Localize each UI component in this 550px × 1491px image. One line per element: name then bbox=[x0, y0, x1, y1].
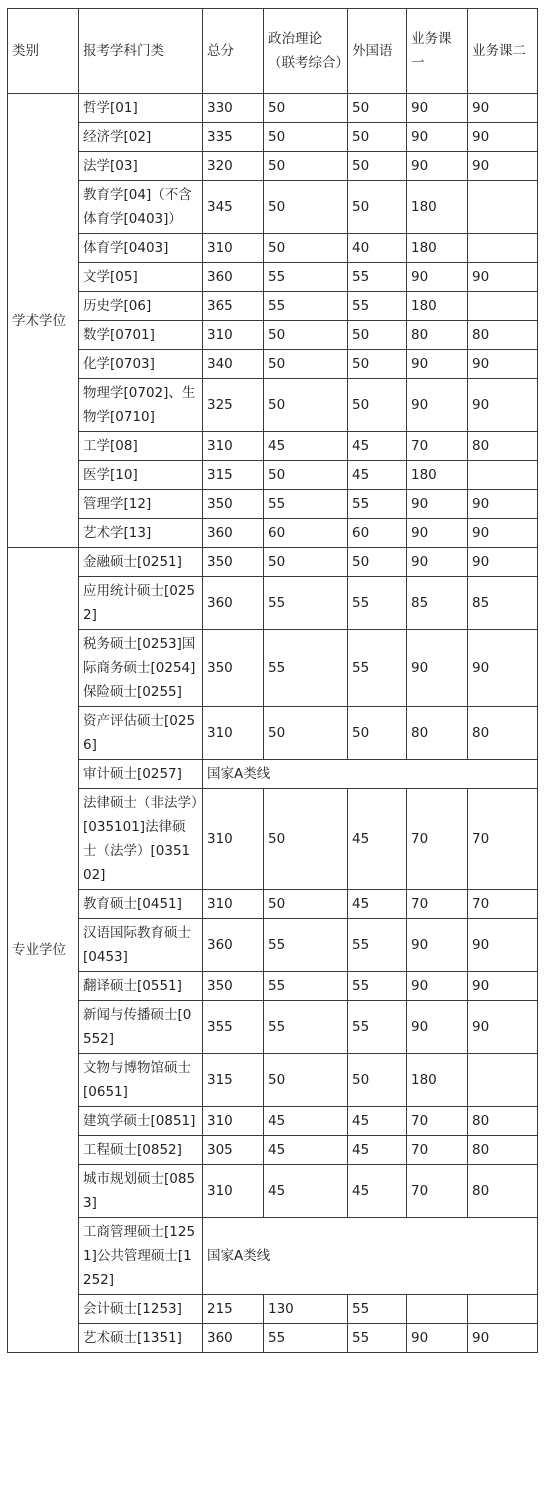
total-cell: 365 bbox=[203, 292, 264, 321]
subject-cell: 城市规划硕士[0853] bbox=[79, 1165, 203, 1218]
politics-cell: 50 bbox=[264, 379, 348, 432]
table-row bbox=[8, 94, 538, 123]
course2-cell: 80 bbox=[468, 1136, 538, 1165]
table-row bbox=[8, 1218, 538, 1295]
total-cell: 320 bbox=[203, 152, 264, 181]
course2-cell: 90 bbox=[468, 94, 538, 123]
table-row bbox=[8, 630, 538, 707]
politics-cell: 55 bbox=[264, 263, 348, 292]
foreign-cell: 50 bbox=[348, 350, 407, 379]
politics-cell: 50 bbox=[264, 350, 348, 379]
politics-cell: 50 bbox=[264, 789, 348, 890]
course2-cell: 90 bbox=[468, 919, 538, 972]
politics-cell: 55 bbox=[264, 1324, 348, 1353]
subject-cell: 工学[08] bbox=[79, 432, 203, 461]
table-row bbox=[8, 350, 538, 379]
politics-cell: 50 bbox=[264, 181, 348, 234]
total-cell: 310 bbox=[203, 432, 264, 461]
header-foreign: 外国语 bbox=[348, 9, 407, 94]
course1-cell: 90 bbox=[407, 519, 468, 548]
total-cell: 345 bbox=[203, 181, 264, 234]
politics-cell: 45 bbox=[264, 1165, 348, 1218]
course1-cell: 80 bbox=[407, 321, 468, 350]
subject-cell: 法律硕士（非法学）[035101]法律硕士（法学）[035102] bbox=[79, 789, 203, 890]
score-table bbox=[7, 8, 538, 1353]
politics-cell: 55 bbox=[264, 972, 348, 1001]
course2-cell: 80 bbox=[468, 1165, 538, 1218]
foreign-cell: 50 bbox=[348, 548, 407, 577]
politics-cell: 55 bbox=[264, 1001, 348, 1054]
course1-cell: 90 bbox=[407, 94, 468, 123]
table-row bbox=[8, 1295, 538, 1324]
header-subject: 报考学科门类 bbox=[79, 9, 203, 94]
table-row bbox=[8, 1324, 538, 1353]
course1-cell: 70 bbox=[407, 1107, 468, 1136]
foreign-cell: 50 bbox=[348, 321, 407, 350]
subject-cell: 体育学[0403] bbox=[79, 234, 203, 263]
politics-cell: 45 bbox=[264, 1107, 348, 1136]
total-cell: 350 bbox=[203, 972, 264, 1001]
course2-cell bbox=[468, 181, 538, 234]
foreign-cell: 55 bbox=[348, 630, 407, 707]
foreign-cell: 50 bbox=[348, 1054, 407, 1107]
merged-score-cell: 国家A类线 bbox=[203, 760, 538, 789]
politics-cell: 50 bbox=[264, 1054, 348, 1107]
course1-cell: 90 bbox=[407, 123, 468, 152]
foreign-cell: 60 bbox=[348, 519, 407, 548]
subject-cell: 数学[0701] bbox=[79, 321, 203, 350]
subject-cell: 哲学[01] bbox=[79, 94, 203, 123]
politics-cell: 45 bbox=[264, 432, 348, 461]
politics-cell: 50 bbox=[264, 890, 348, 919]
foreign-cell: 45 bbox=[348, 1136, 407, 1165]
subject-cell: 工商管理硕士[1251]公共管理硕士[1252] bbox=[79, 1218, 203, 1295]
total-cell: 330 bbox=[203, 94, 264, 123]
total-cell: 310 bbox=[203, 1165, 264, 1218]
course1-cell: 180 bbox=[407, 461, 468, 490]
table-row bbox=[8, 461, 538, 490]
total-cell: 310 bbox=[203, 707, 264, 760]
foreign-cell: 45 bbox=[348, 1165, 407, 1218]
total-cell: 350 bbox=[203, 490, 264, 519]
course2-cell: 80 bbox=[468, 707, 538, 760]
foreign-cell: 55 bbox=[348, 1001, 407, 1054]
subject-cell: 资产评估硕士[0256] bbox=[79, 707, 203, 760]
subject-cell: 艺术硕士[1351] bbox=[79, 1324, 203, 1353]
course1-cell: 90 bbox=[407, 919, 468, 972]
foreign-cell: 45 bbox=[348, 890, 407, 919]
course1-cell: 80 bbox=[407, 707, 468, 760]
course2-cell: 80 bbox=[468, 432, 538, 461]
politics-cell: 50 bbox=[264, 94, 348, 123]
foreign-cell: 50 bbox=[348, 181, 407, 234]
course1-cell: 70 bbox=[407, 789, 468, 890]
subject-cell: 新闻与传播硕士[0552] bbox=[79, 1001, 203, 1054]
foreign-cell: 45 bbox=[348, 432, 407, 461]
course2-cell: 90 bbox=[468, 1324, 538, 1353]
foreign-cell: 50 bbox=[348, 94, 407, 123]
table-row bbox=[8, 123, 538, 152]
course1-cell: 90 bbox=[407, 1001, 468, 1054]
total-cell: 340 bbox=[203, 350, 264, 379]
table-row bbox=[8, 1001, 538, 1054]
politics-cell: 55 bbox=[264, 292, 348, 321]
course2-cell bbox=[468, 461, 538, 490]
table-row bbox=[8, 432, 538, 461]
course1-cell: 70 bbox=[407, 890, 468, 919]
total-cell: 360 bbox=[203, 519, 264, 548]
subject-cell: 教育学[04]（不含体育学[0403]） bbox=[79, 181, 203, 234]
total-cell: 335 bbox=[203, 123, 264, 152]
course1-cell: 90 bbox=[407, 379, 468, 432]
foreign-cell: 50 bbox=[348, 379, 407, 432]
subject-cell: 经济学[02] bbox=[79, 123, 203, 152]
subject-cell: 税务硕士[0253]国际商务硕士[0254]保险硕士[0255] bbox=[79, 630, 203, 707]
foreign-cell: 55 bbox=[348, 577, 407, 630]
foreign-cell: 55 bbox=[348, 292, 407, 321]
course2-cell: 90 bbox=[468, 972, 538, 1001]
course2-cell: 90 bbox=[468, 350, 538, 379]
foreign-cell: 45 bbox=[348, 1107, 407, 1136]
subject-cell: 建筑学硕士[0851] bbox=[79, 1107, 203, 1136]
politics-cell: 50 bbox=[264, 321, 348, 350]
politics-cell: 45 bbox=[264, 1136, 348, 1165]
course1-cell: 180 bbox=[407, 1054, 468, 1107]
subject-cell: 审计硕士[0257] bbox=[79, 760, 203, 789]
subject-cell: 物理学[0702]、生物学[0710] bbox=[79, 379, 203, 432]
header-total: 总分 bbox=[203, 9, 264, 94]
table-row bbox=[8, 890, 538, 919]
total-cell: 310 bbox=[203, 234, 264, 263]
politics-cell: 130 bbox=[264, 1295, 348, 1324]
foreign-cell: 50 bbox=[348, 707, 407, 760]
subject-cell: 工程硕士[0852] bbox=[79, 1136, 203, 1165]
total-cell: 315 bbox=[203, 1054, 264, 1107]
foreign-cell: 55 bbox=[348, 1295, 407, 1324]
foreign-cell: 55 bbox=[348, 1324, 407, 1353]
foreign-cell: 55 bbox=[348, 919, 407, 972]
subject-cell: 金融硕士[0251] bbox=[79, 548, 203, 577]
foreign-cell: 55 bbox=[348, 263, 407, 292]
politics-cell: 55 bbox=[264, 577, 348, 630]
course2-cell bbox=[468, 1054, 538, 1107]
course1-cell: 180 bbox=[407, 292, 468, 321]
course2-cell: 90 bbox=[468, 519, 538, 548]
politics-cell: 55 bbox=[264, 630, 348, 707]
subject-cell: 化学[0703] bbox=[79, 350, 203, 379]
total-cell: 310 bbox=[203, 1107, 264, 1136]
total-cell: 355 bbox=[203, 1001, 264, 1054]
subject-cell: 应用统计硕士[0252] bbox=[79, 577, 203, 630]
merged-score-cell: 国家A类线 bbox=[203, 1218, 538, 1295]
table-row bbox=[8, 490, 538, 519]
category-cell: 学术学位 bbox=[8, 94, 79, 548]
table-row bbox=[8, 152, 538, 181]
course1-cell: 180 bbox=[407, 234, 468, 263]
total-cell: 350 bbox=[203, 630, 264, 707]
subject-cell: 管理学[12] bbox=[79, 490, 203, 519]
course1-cell: 90 bbox=[407, 152, 468, 181]
total-cell: 310 bbox=[203, 890, 264, 919]
table-row bbox=[8, 292, 538, 321]
course2-cell: 90 bbox=[468, 379, 538, 432]
header-course2: 业务课二 bbox=[468, 9, 538, 94]
subject-cell: 文学[05] bbox=[79, 263, 203, 292]
course1-cell: 70 bbox=[407, 432, 468, 461]
politics-cell: 55 bbox=[264, 490, 348, 519]
total-cell: 310 bbox=[203, 321, 264, 350]
total-cell: 305 bbox=[203, 1136, 264, 1165]
course2-cell bbox=[468, 234, 538, 263]
subject-cell: 法学[03] bbox=[79, 152, 203, 181]
politics-cell: 55 bbox=[264, 919, 348, 972]
table-row bbox=[8, 789, 538, 890]
course2-cell: 90 bbox=[468, 630, 538, 707]
course2-cell: 90 bbox=[468, 123, 538, 152]
subject-cell: 会计硕士[1253] bbox=[79, 1295, 203, 1324]
subject-cell: 教育硕士[0451] bbox=[79, 890, 203, 919]
table-row bbox=[8, 972, 538, 1001]
table-row bbox=[8, 263, 538, 292]
total-cell: 325 bbox=[203, 379, 264, 432]
foreign-cell: 55 bbox=[348, 490, 407, 519]
total-cell: 360 bbox=[203, 919, 264, 972]
category-cell: 专业学位 bbox=[8, 548, 79, 1353]
table-row bbox=[8, 181, 538, 234]
total-cell: 360 bbox=[203, 1324, 264, 1353]
header-row bbox=[8, 9, 538, 94]
total-cell: 215 bbox=[203, 1295, 264, 1324]
foreign-cell: 50 bbox=[348, 152, 407, 181]
course1-cell: 180 bbox=[407, 181, 468, 234]
table-row bbox=[8, 1107, 538, 1136]
header-politics: 政治理论（联考综合） bbox=[264, 9, 348, 94]
foreign-cell: 45 bbox=[348, 461, 407, 490]
politics-cell: 50 bbox=[264, 152, 348, 181]
course1-cell: 90 bbox=[407, 1324, 468, 1353]
total-cell: 360 bbox=[203, 577, 264, 630]
politics-cell: 50 bbox=[264, 234, 348, 263]
foreign-cell: 45 bbox=[348, 789, 407, 890]
course1-cell: 90 bbox=[407, 490, 468, 519]
course2-cell: 70 bbox=[468, 890, 538, 919]
politics-cell: 50 bbox=[264, 461, 348, 490]
course1-cell: 90 bbox=[407, 548, 468, 577]
subject-cell: 汉语国际教育硕士[0453] bbox=[79, 919, 203, 972]
table-row bbox=[8, 519, 538, 548]
total-cell: 315 bbox=[203, 461, 264, 490]
table-row bbox=[8, 1054, 538, 1107]
course1-cell: 90 bbox=[407, 630, 468, 707]
table-row bbox=[8, 234, 538, 263]
course1-cell: 70 bbox=[407, 1136, 468, 1165]
subject-cell: 文物与博物馆硕士[0651] bbox=[79, 1054, 203, 1107]
foreign-cell: 55 bbox=[348, 972, 407, 1001]
table-row bbox=[8, 577, 538, 630]
subject-cell: 翻译硕士[0551] bbox=[79, 972, 203, 1001]
politics-cell: 50 bbox=[264, 123, 348, 152]
course2-cell bbox=[468, 292, 538, 321]
table-row bbox=[8, 707, 538, 760]
subject-cell: 医学[10] bbox=[79, 461, 203, 490]
course2-cell: 90 bbox=[468, 152, 538, 181]
table-row bbox=[8, 379, 538, 432]
table-row bbox=[8, 321, 538, 350]
course2-cell bbox=[468, 1295, 538, 1324]
table-row bbox=[8, 1165, 538, 1218]
course2-cell: 80 bbox=[468, 1107, 538, 1136]
table-row bbox=[8, 1136, 538, 1165]
foreign-cell: 50 bbox=[348, 123, 407, 152]
total-cell: 350 bbox=[203, 548, 264, 577]
subject-cell: 艺术学[13] bbox=[79, 519, 203, 548]
politics-cell: 60 bbox=[264, 519, 348, 548]
course2-cell: 90 bbox=[468, 1001, 538, 1054]
total-cell: 360 bbox=[203, 263, 264, 292]
foreign-cell: 40 bbox=[348, 234, 407, 263]
course2-cell: 90 bbox=[468, 490, 538, 519]
course2-cell: 90 bbox=[468, 263, 538, 292]
course1-cell: 70 bbox=[407, 1165, 468, 1218]
course1-cell: 90 bbox=[407, 972, 468, 1001]
politics-cell: 50 bbox=[264, 548, 348, 577]
course1-cell bbox=[407, 1295, 468, 1324]
politics-cell: 50 bbox=[264, 707, 348, 760]
course1-cell: 90 bbox=[407, 263, 468, 292]
table-row bbox=[8, 919, 538, 972]
course2-cell: 85 bbox=[468, 577, 538, 630]
table-row bbox=[8, 548, 538, 577]
course1-cell: 85 bbox=[407, 577, 468, 630]
subject-cell: 历史学[06] bbox=[79, 292, 203, 321]
course2-cell: 80 bbox=[468, 321, 538, 350]
course2-cell: 70 bbox=[468, 789, 538, 890]
header-category: 类别 bbox=[8, 9, 79, 94]
table-row bbox=[8, 760, 538, 789]
course1-cell: 90 bbox=[407, 350, 468, 379]
header-course1: 业务课一 bbox=[407, 9, 468, 94]
course2-cell: 90 bbox=[468, 548, 538, 577]
total-cell: 310 bbox=[203, 789, 264, 890]
